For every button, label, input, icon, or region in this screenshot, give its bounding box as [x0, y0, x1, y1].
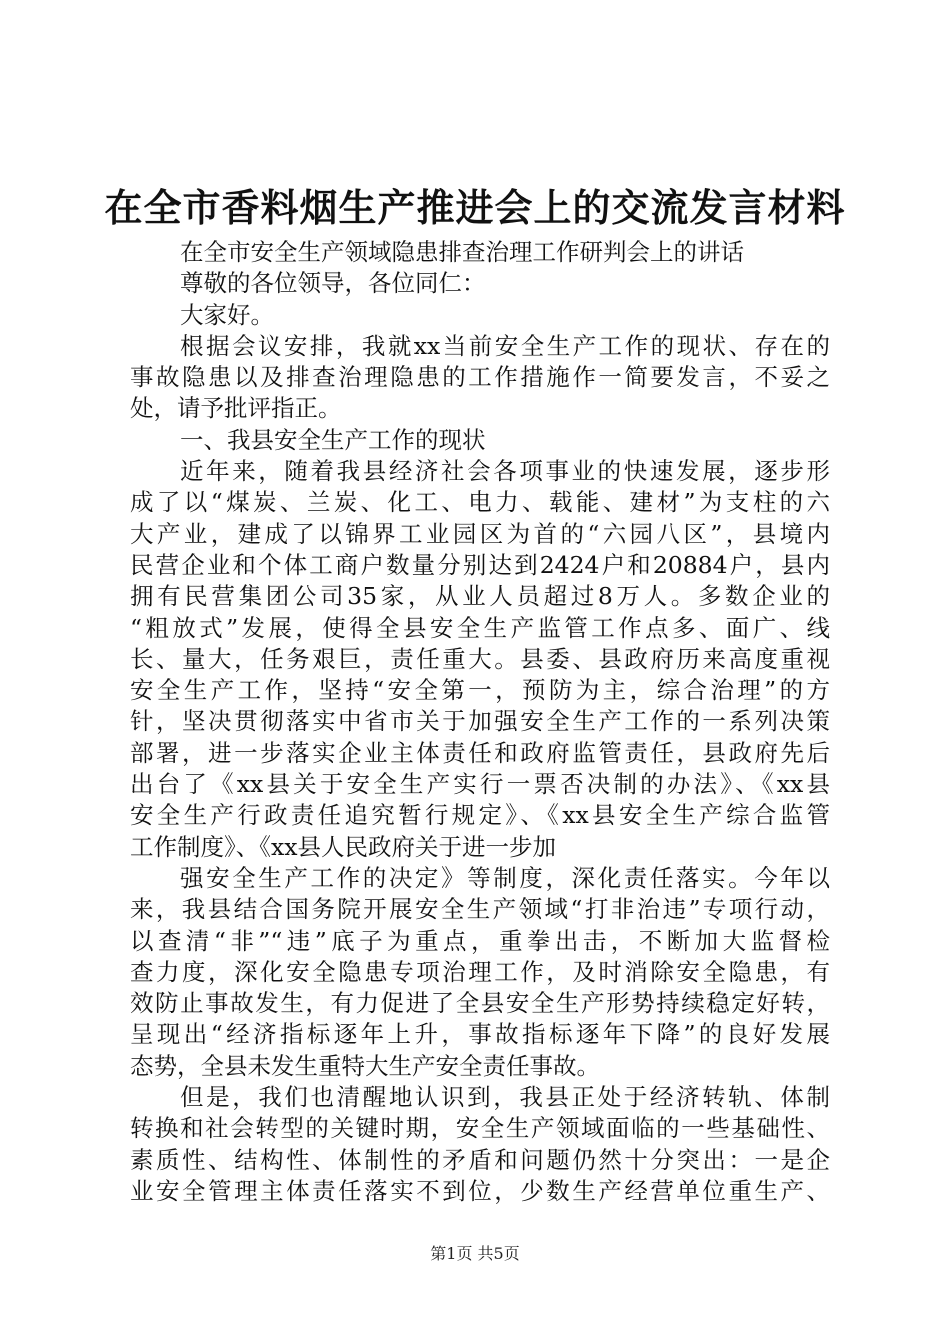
- text-line: 强安全生产工作的决定》等制度，深化责任落实。今年以: [180, 863, 830, 892]
- text-line: 根据会议安排，我就xx当前安全生产工作的现状、存在的: [180, 331, 830, 360]
- text-line: 安全生产行政责任追究暂行规定》、《xx县安全生产综合监管: [130, 801, 830, 830]
- text-line: 转换和社会转型的关键时期，安全生产领域面临的一些基础性、: [130, 1114, 830, 1143]
- text-line: 效防止事故发生，有力促进了全县安全生产形势持续稳定好转，: [130, 989, 830, 1018]
- text-line: 安全生产工作，坚持“安全第一，预防为主，综合治理”的方: [130, 676, 830, 705]
- text-line: 素质性、结构性、体制性的矛盾和问题仍然十分突出：一是企: [130, 1145, 830, 1174]
- document-body: [130, 237, 830, 1207]
- page-footer: 第1页 共5页: [430, 1244, 520, 1263]
- text-line: 针，坚决贯彻落实中省市关于加强安全生产工作的一系列决策: [130, 707, 830, 736]
- text-line: 查力度，深化安全隐患专项治理工作，及时消除安全隐患，有: [130, 957, 830, 986]
- text-line: 工作制度》、《xx县人民政府关于进一步加: [130, 832, 557, 861]
- text-line: 但是，我们也清醒地认识到，我县正处于经济转轨、体制: [180, 1083, 830, 1112]
- text-line: 近年来，随着我县经济社会各项事业的快速发展，逐步形: [180, 457, 830, 486]
- text-line: 以查清“非”“违”底子为重点，重拳出击，不断加大监督检: [130, 926, 830, 955]
- text-line: 大产业，建成了以锦界工业园区为首的“六园八区”，县境内: [130, 519, 830, 548]
- text-line: “粗放式”发展，使得全县安全生产监管工作点多、面广、线: [130, 613, 830, 642]
- text-line: 部署，进一步落实企业主体责任和政府监管责任，县政府先后: [130, 738, 830, 767]
- text-line: 态势，全县未发生重特大生产安全责任事故。: [130, 1051, 600, 1080]
- text-line: 大家好。: [180, 300, 274, 329]
- text-line: 拥有民营集团公司35家，从业人员超过8万人。多数企业的: [130, 582, 830, 611]
- text-line: 业安全管理主体责任落实不到位，少数生产经营单位重生产、: [130, 1176, 830, 1205]
- text-line: 事故隐患以及排查治理隐患的工作措施作一简要发言，不妥之: [130, 363, 830, 392]
- text-line: 在全市安全生产领域隐患排查治理工作研判会上的讲话: [180, 238, 744, 266]
- text-line: 成了以“煤炭、兰炭、化工、电力、载能、建材”为支柱的六: [130, 488, 830, 517]
- text-line: 呈现出“经济指标逐年上升，事故指标逐年下降”的良好发展: [130, 1020, 830, 1049]
- text-line: 处，请予批评指正。: [130, 394, 342, 423]
- text-line: 出台了《xx县关于安全生产实行一票否决制的办法》、《xx县: [130, 770, 830, 799]
- text-line: 长、量大，任务艰巨，责任重大。县委、县政府历来高度重视: [130, 644, 830, 673]
- text-line: 民营企业和个体工商户数量分别达到2424户和20884户，县内: [130, 550, 830, 579]
- document-title: 在全市香料烟生产推进会上的交流发言材料: [104, 186, 846, 230]
- text-line: 一、我县安全生产工作的现状: [180, 425, 486, 454]
- text-line: 来，我县结合国务院开展安全生产领域“打非治违”专项行动，: [130, 895, 830, 924]
- text-line: 尊敬的各位领导，各位同仁：: [180, 269, 486, 298]
